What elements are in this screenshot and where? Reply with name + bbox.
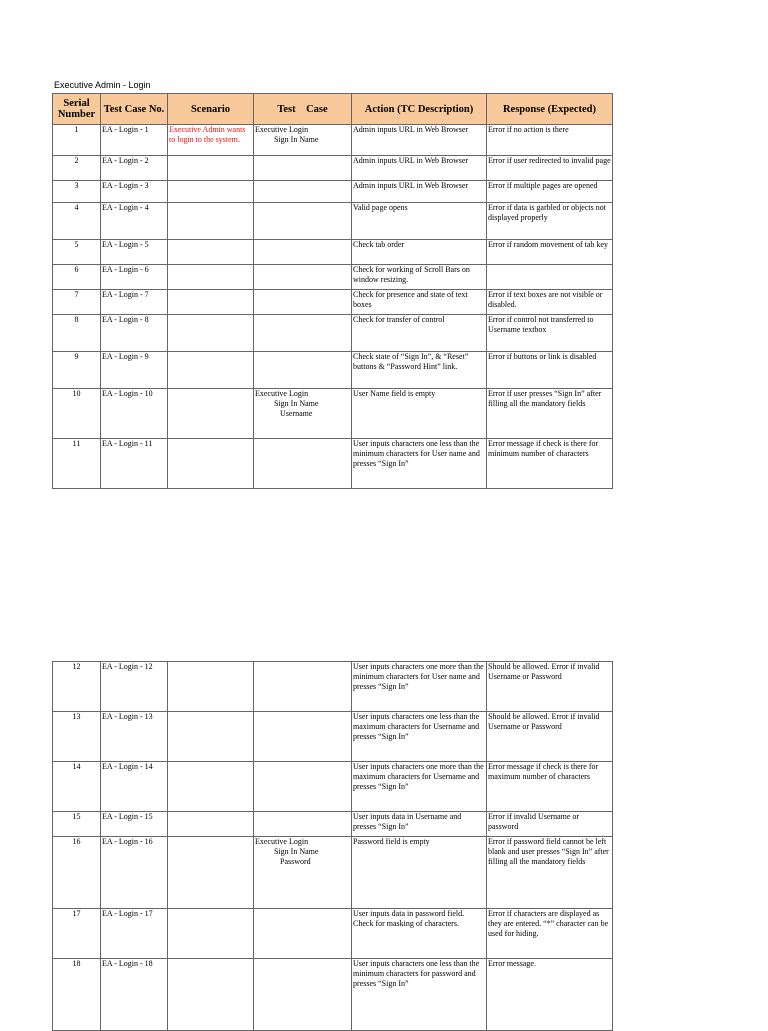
test-case-cell (254, 762, 352, 812)
response-cell: Error if no action is there (487, 125, 613, 156)
test-case-cell (254, 240, 352, 265)
test-case-id-cell: EA - Login - 4 (101, 203, 168, 240)
serial-number-cell: 15 (53, 812, 101, 837)
serial-number-cell: 8 (53, 315, 101, 352)
response-cell: Error if data is garbled or objects not displayed properly (487, 203, 613, 240)
action-cell: User inputs characters one less than the minimum characters for User name and presses “Sign In” (352, 439, 487, 489)
scenario-cell (168, 762, 254, 812)
table-row (53, 240, 613, 265)
test-case-cell (254, 909, 352, 959)
table-row (53, 181, 613, 203)
table-row (53, 156, 613, 181)
serial-number-cell: 1 (53, 125, 101, 156)
table-row (53, 439, 613, 489)
test-case-cell (254, 662, 352, 712)
test-case-id-cell: EA - Login - 16 (101, 837, 168, 909)
scenario-cell (168, 909, 254, 959)
test-case-line: Sign In Name (274, 399, 319, 408)
table-row (53, 959, 613, 1031)
test-case-table (52, 93, 613, 489)
test-case-cell (254, 315, 352, 352)
serial-number-cell: 6 (53, 265, 101, 290)
table-row (53, 125, 613, 156)
scenario-cell (168, 315, 254, 352)
scenario-cell (168, 156, 254, 181)
serial-number-cell: 5 (53, 240, 101, 265)
scenario-cell (168, 240, 254, 265)
test-case-id-cell: EA - Login - 15 (101, 812, 168, 837)
response-cell: Should be allowed. Error if invalid Username or Password (487, 662, 613, 712)
action-cell: User inputs characters one less than the minimum characters for password and presses “Sign In” (352, 959, 487, 1031)
serial-number-cell: 2 (53, 156, 101, 181)
scenario-cell (168, 290, 254, 315)
table-row (53, 290, 613, 315)
test-case-line: Sign In Name (274, 135, 319, 144)
test-case-cell (254, 181, 352, 203)
scenario-cell (168, 662, 254, 712)
test-case-id-cell: EA - Login - 12 (101, 662, 168, 712)
test-case-id-cell: EA - Login - 13 (101, 712, 168, 762)
scenario-cell (168, 712, 254, 762)
header-test-case: Test Case (254, 94, 352, 125)
response-cell: Error message if check is there for minimum number of characters (487, 439, 613, 489)
response-cell: Should be allowed. Error if invalid Username or Password (487, 712, 613, 762)
header-row (53, 94, 613, 125)
test-case-cell (254, 812, 352, 837)
response-cell: Error message if check is there for maximum number of characters (487, 762, 613, 812)
test-case-cell (254, 125, 352, 156)
response-cell: Error if text boxes are not visible or disabled. (487, 290, 613, 315)
test-case-id-cell: EA - Login - 14 (101, 762, 168, 812)
response-cell: Error if invalid Username or password (487, 812, 613, 837)
scenario-cell (168, 812, 254, 837)
test-case-id-cell: EA - Login - 9 (101, 352, 168, 389)
response-cell: Error if characters are displayed as they are entered. “*” character can be used for hiding. (487, 909, 613, 959)
header-scenario: Scenario (168, 94, 254, 125)
serial-number-cell: 4 (53, 203, 101, 240)
action-cell: Valid page opens (352, 203, 487, 240)
action-cell: Admin inputs URL in Web Browser (352, 156, 487, 181)
response-cell: Error if password field cannot be left blank and user presses “Sign In” after filling all the mandatory fields (487, 837, 613, 909)
serial-number-cell: 9 (53, 352, 101, 389)
test-case-cell (254, 389, 352, 439)
scenario-cell (168, 439, 254, 489)
test-case-id-cell: EA - Login - 7 (101, 290, 168, 315)
response-cell: Error if random movement of tab key (487, 240, 613, 265)
action-cell: Check state of “Sign In”, & “Reset” buttons & “Password Hint” link. (352, 352, 487, 389)
scenario-cell: Executive Admin wants to login to the system. (168, 125, 254, 156)
response-cell: Error if user redirected to invalid page (487, 156, 613, 181)
scenario-cell (168, 203, 254, 240)
test-case-id-cell: EA - Login - 17 (101, 909, 168, 959)
test-case-line: Username (280, 409, 313, 418)
table-row (53, 352, 613, 389)
action-cell: Check for working of Scroll Bars on window resizing. (352, 265, 487, 290)
scenario-cell (168, 265, 254, 290)
serial-number-cell: 14 (53, 762, 101, 812)
test-case-id-cell: EA - Login - 3 (101, 181, 168, 203)
test-case-id-cell: EA - Login - 18 (101, 959, 168, 1031)
action-cell: Password field is empty (352, 837, 487, 909)
action-cell: Check tab order (352, 240, 487, 265)
test-case-cell (254, 837, 352, 909)
table-row (53, 909, 613, 959)
action-cell: User Name field is empty (352, 389, 487, 439)
action-cell: Check for presence and state of text boxes (352, 290, 487, 315)
table-row (53, 265, 613, 290)
test-case-id-cell: EA - Login - 6 (101, 265, 168, 290)
scenario-cell (168, 352, 254, 389)
action-cell: User inputs characters one more than the maximum characters for Username and presses “Sign In” (352, 762, 487, 812)
header-serial-number: Serial Number (53, 94, 101, 125)
serial-number-cell: 16 (53, 837, 101, 909)
table-row (53, 315, 613, 352)
test-case-id-cell: EA - Login - 2 (101, 156, 168, 181)
scenario-cell (168, 389, 254, 439)
serial-number-cell: 13 (53, 712, 101, 762)
serial-number-cell: 12 (53, 662, 101, 712)
serial-number-cell: 3 (53, 181, 101, 203)
scenario-cell (168, 181, 254, 203)
test-case-cell (254, 203, 352, 240)
test-case-cell (254, 352, 352, 389)
serial-number-cell: 11 (53, 439, 101, 489)
action-cell: Admin inputs URL in Web Browser (352, 125, 487, 156)
test-case-cell (254, 959, 352, 1031)
scenario-cell (168, 837, 254, 909)
test-case-line: Password (280, 857, 311, 866)
sheet-title: Executive Admin - Login (54, 80, 151, 90)
table-row (53, 762, 613, 812)
header-response: Response (Expected) (487, 94, 613, 125)
test-case-line: Executive Login (255, 125, 309, 134)
scenario-cell (168, 959, 254, 1031)
response-cell: Error if multiple pages are opened (487, 181, 613, 203)
header-action: Action (TC Description) (352, 94, 487, 125)
table-row (53, 203, 613, 240)
test-case-cell (254, 439, 352, 489)
test-case-id-cell: EA - Login - 10 (101, 389, 168, 439)
response-cell: Error if control not transferred to Username textbox (487, 315, 613, 352)
test-case-id-cell: EA - Login - 1 (101, 125, 168, 156)
action-cell: User inputs characters one less than the maximum characters for Username and presses “Sign In” (352, 712, 487, 762)
response-cell: Error if buttons or link is disabled (487, 352, 613, 389)
test-case-line: Executive Login (255, 389, 309, 398)
test-case-cell (254, 712, 352, 762)
serial-number-cell: 7 (53, 290, 101, 315)
test-case-id-cell: EA - Login - 11 (101, 439, 168, 489)
action-cell: Check for transfer of control (352, 315, 487, 352)
test-case-line: Executive Login (255, 837, 309, 846)
response-cell: Error message. (487, 959, 613, 1031)
serial-number-cell: 17 (53, 909, 101, 959)
response-cell (487, 265, 613, 290)
table-row (53, 662, 613, 712)
action-cell: User inputs data in password field. Check for masking of characters. (352, 909, 487, 959)
test-case-cell (254, 265, 352, 290)
action-cell: Admin inputs URL in Web Browser (352, 181, 487, 203)
serial-number-cell: 10 (53, 389, 101, 439)
table-row (53, 712, 613, 762)
test-case-cell (254, 290, 352, 315)
table-row (53, 812, 613, 837)
test-case-cell (254, 156, 352, 181)
table-row (53, 389, 613, 439)
action-cell: User inputs data in Username and presses “Sign In” (352, 812, 487, 837)
header-test-case-no: Test Case No. (101, 94, 168, 125)
test-case-table-continued (52, 661, 613, 1031)
table-row (53, 837, 613, 909)
test-case-line: Sign In Name (274, 847, 319, 856)
test-case-id-cell: EA - Login - 8 (101, 315, 168, 352)
response-cell: Error if user presses “Sign In” after filling all the mandatory fields (487, 389, 613, 439)
serial-number-cell: 18 (53, 959, 101, 1031)
action-cell: User inputs characters one more than the minimum characters for User name and presses “Sign In” (352, 662, 487, 712)
test-case-id-cell: EA - Login - 5 (101, 240, 168, 265)
